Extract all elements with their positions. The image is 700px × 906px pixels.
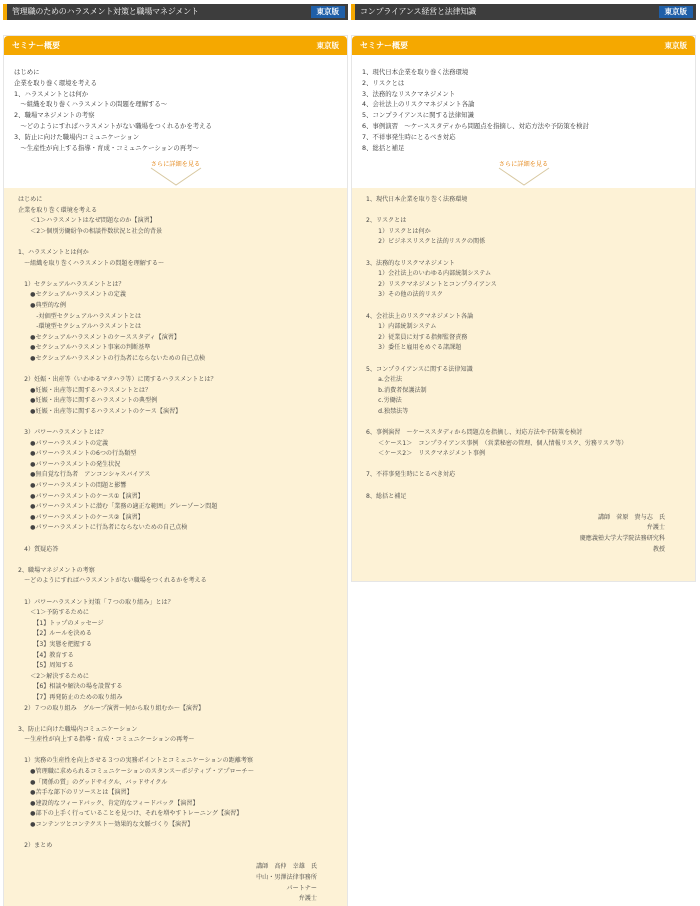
detail-line: ●苦手な部下のリソースとは【演習】	[18, 789, 133, 797]
detail-line: 1、現代日本企業を取り巻く法務環境	[366, 196, 468, 203]
summary-item: ～生産性が向上する指導・育成・コミュニケーションの再考～	[14, 143, 199, 152]
detail-line	[18, 237, 337, 248]
chevron-down-icon[interactable]	[150, 167, 202, 187]
detail-line: ●典型的な例	[18, 301, 66, 309]
detail-line: ●パワーハラスメントの6つの行為類型	[18, 450, 137, 458]
detail-line	[18, 365, 337, 376]
seminar-title-bar[interactable]	[3, 4, 348, 20]
detail-line: 8、総括と補足	[366, 492, 407, 500]
detail-line	[366, 417, 685, 428]
lecturer-info: 弁護士	[646, 524, 665, 532]
seminar-title[interactable]: 管理職のためのハラスメント対策と職場マネジメント	[12, 7, 199, 16]
detail-line	[366, 481, 685, 492]
summary-item: 1、ハラスメントとは何か	[14, 89, 89, 98]
detail-line: b.消費者保護法制	[366, 386, 427, 394]
summary-item: 2、職場マネジメントの考察	[14, 111, 95, 120]
detail-line: 3、法務的なリスクマネジメント	[366, 259, 455, 267]
detail-line	[366, 460, 685, 471]
detail-line: ●セクシュアルハラスメントの行為者にならないための自己点検	[18, 354, 206, 362]
detail-line: 2、リスクとは	[366, 217, 407, 225]
detail-line	[366, 206, 685, 217]
detail-line: ●セクシュアルハラスメント事案の判断基準	[18, 344, 151, 352]
summary-item: ～組織を取り巻くハラスメントの問題を理解する～	[14, 100, 168, 109]
detail-line: 4）質疑応答	[18, 545, 59, 553]
seminar-column-compliance	[351, 4, 696, 553]
detail-line: d.独禁法等	[366, 407, 409, 415]
summary-item: ～どのようにすればハラスメントがない職場をつくれるかを考える	[14, 121, 212, 130]
detail-line: -環境型セクシュアルハラスメントとは	[18, 323, 142, 331]
detail-line: ～生産性が向上する指導・育成・コミュニケーションの再考～	[18, 736, 195, 744]
detail-line: 1）パワーハラスメント対策「７つの取り組み」とは？	[18, 598, 174, 606]
seminar-overview-card	[351, 35, 696, 582]
detail-line: 5、コンプライアンスに関する法律知識	[366, 365, 473, 373]
detail-line	[366, 248, 685, 259]
lecturer-info: 講師 菅原 貴与志 氏	[597, 513, 665, 521]
detail-line: ＜2＞個別労働紛争の相談件数状況と社会的背景	[18, 227, 163, 235]
summary-list	[352, 55, 695, 159]
summary-item: 4、会社法上のリスクマネジメント各論	[362, 100, 475, 109]
detail-line: ●パワーハラスメントの問題と影響	[18, 482, 127, 490]
seminar-column-harassment	[3, 4, 348, 903]
card-header	[352, 36, 695, 55]
detail-line: 1、ハラスメントとは何か	[18, 248, 89, 256]
card-header-region: 東京版	[316, 41, 339, 50]
seminar-title[interactable]: コンプライアンス経営と法律知識	[360, 7, 476, 16]
detail-line: ＜ケース1＞ コンプライアンス事例 （営業秘密の管理、個人情報リスク、労務リスク等）	[366, 439, 628, 447]
lecturer-info: パートナー	[286, 884, 317, 892]
summary-item: はじめに	[14, 68, 40, 76]
seminar-title-bar[interactable]	[351, 4, 696, 20]
detail-line: ●「関係の質」のグッドサイクル、バッドサイクル	[18, 778, 168, 786]
detail-line	[18, 417, 337, 428]
detail-line: 【7】再発防止のための取り組み	[18, 693, 123, 701]
card-header-label: セミナー概要	[12, 41, 60, 50]
detail-line: ●妊娠・出産等に関するハラスメントのケース【演習】	[18, 407, 182, 415]
card-header-label: セミナー概要	[360, 41, 408, 50]
detail-line: ●部下の上手く行っていることを見つけ、それを増やすトレーニング【演習】	[18, 810, 243, 818]
detail-line: ＜ケース2＞ リスクマネジメント事例	[366, 450, 486, 458]
detail-line: 1）会社法上のいわゆる内部統制システム	[366, 270, 492, 278]
detail-line	[18, 555, 337, 566]
detail-line: 【3】実態を把握する	[18, 640, 92, 648]
detail-line: 7、不祥事発生時にとるべき対応	[366, 471, 456, 479]
show-more-link[interactable]: さらに詳細を見る	[498, 161, 549, 168]
detail-line: 3）パワーハラスメントとは？	[18, 429, 107, 437]
detail-line: ●パワーハラスメントのケース①【演習】	[18, 492, 144, 500]
detail-line: 2）妊娠・出産等（いわゆるマタハラ等）に関するハラスメントとは？	[18, 376, 217, 384]
summary-item: 5、コンプライアンスに関する法律知識	[362, 111, 474, 120]
lecturer-info: 講師 髙仲 幸雄 氏	[256, 863, 317, 871]
detail-line	[18, 714, 337, 725]
detail-line: 3）その他の法的リスク	[366, 291, 443, 299]
detail-line: 1）内部統制システム	[366, 323, 437, 331]
detail-line: ●コンテンツとコンテクスト～効果的な文脈づくり【演習】	[18, 821, 194, 829]
detail-line	[18, 746, 337, 757]
detail-line: ～どのようにすればハラスメントがない職場をつくれるかを考える	[18, 577, 207, 585]
detail-line: ●パワーハラスメントの発生状況	[18, 460, 121, 468]
detail-line: a.会社法	[366, 376, 403, 384]
detail-line	[18, 587, 337, 598]
detail-line: ●無自覚な行為者 アンコンシャスバイアス	[18, 471, 151, 479]
lecturer-info: 中山・男澤法律事務所	[256, 874, 317, 881]
detail-line: 【2】ルールを決める	[18, 630, 92, 638]
detail-line: ●妊娠・出産等に関するハラスメントの典型例	[18, 397, 158, 405]
detail-line: ●管理職に求められるコミュニケーションのスタンス～ポジティブ・アプローチ～	[18, 768, 254, 776]
show-more-toggle[interactable]	[4, 159, 347, 188]
detail-line: ＜1＞ハラスメントはなぜ問題なのか【演習】	[18, 217, 156, 225]
detail-line: -対価型セクシュアルハラスメントとは	[18, 312, 142, 320]
detail-line: ＜1＞予防するために	[18, 609, 89, 617]
detail-line: 1）リスクとは何か	[366, 227, 431, 235]
summary-item: 7、不祥事発生時にとるべき対応	[362, 132, 456, 141]
lecturer-info: 弁護士	[298, 895, 317, 903]
show-more-toggle[interactable]	[352, 159, 695, 188]
detail-line: ●セクシュアルハラスメントのケーススタディ【演習】	[18, 333, 180, 341]
detail-line: 4、会社法上のリスクマネジメント各論	[366, 312, 474, 320]
detail-line	[18, 831, 337, 842]
detail-line: 【4】教育する	[18, 651, 74, 659]
detail-line	[366, 301, 685, 312]
detail-line: ●パワーハラスメントに潜む「業務の適正な範囲」グレーゾーン問題	[18, 503, 218, 511]
lecturer-info: 慶應義塾大学大学院法務研究科	[579, 535, 665, 542]
seminar-overview-card	[3, 35, 348, 906]
detail-line: 2）７つの取り組み グループ演習～何から取り組むか～【演習】	[18, 704, 205, 712]
detail-line: 3）委任と雇用をめぐる諸課題	[366, 344, 462, 352]
lecturer-info: 教授	[652, 545, 665, 553]
detail-line: 【5】周知する	[18, 662, 74, 670]
detail-line: ●パワーハラスメントに行為者にならないための自己点検	[18, 524, 188, 532]
detail-line: 2）従業員に対する指揮監督責務	[366, 333, 468, 341]
detail-line: ●建設的なフィードバック、肯定的なフィードバック【演習】	[18, 799, 199, 807]
summary-item: 企業を取り巻く環境を考える	[14, 78, 98, 87]
summary-item: 6、事例演習 ～ケーススタディから問題点を指摘し、対応方法や予防策を検討	[362, 121, 589, 130]
detail-line: 2）リスクマネジメントとコンプライアンス	[366, 280, 497, 288]
detail-line: 1）実務の生産性を向上させる３つの実務ポイントとコミュニケーションの距離考察	[18, 757, 254, 765]
detail-line: 【1】トップのメッセージ	[18, 619, 104, 627]
detail-line: 2）ビジネスリスクと法的リスクの関係	[366, 238, 486, 246]
detail-line: 【6】相談や解決の場を設置する	[18, 683, 123, 691]
summary-item: 3、法務的なリスクマネジメント	[362, 89, 456, 98]
detail-line: 2、職場マネジメントの考察	[18, 566, 95, 574]
detail-line: 企業を取り巻く環境を考える	[18, 206, 98, 214]
detail-line: ＜2＞解決するために	[18, 672, 89, 680]
detail-line: 6、事例演習 ～ケーススタディから問題点を指摘し、対応方法や予防策を検討	[366, 429, 583, 437]
detail-line: ～組織を取り巻くハラスメントの問題を理解する～	[18, 259, 165, 267]
detail-panel	[352, 188, 695, 581]
detail-line: 2）まとめ	[18, 842, 53, 850]
summary-item: 8、総括と補足	[362, 143, 405, 152]
card-header	[4, 36, 347, 55]
summary-item: 1、現代日本企業を取り巻く法務環境	[362, 68, 469, 76]
detail-line: 3、防止に向けた職場内コミュニケーション	[18, 725, 138, 733]
detail-line: はじめに	[18, 196, 43, 203]
card-header-region: 東京版	[664, 41, 687, 50]
summary-list	[4, 55, 347, 159]
region-badge: 東京版	[311, 6, 346, 18]
show-more-link[interactable]: さらに詳細を見る	[150, 161, 201, 168]
detail-line	[366, 354, 685, 365]
detail-line: ●セクシュアルハラスメントの定義	[18, 291, 126, 299]
detail-panel	[4, 188, 347, 906]
detail-line: 1）セクシュアルハラスメントとは？	[18, 280, 125, 288]
chevron-down-icon[interactable]	[498, 167, 550, 187]
detail-line: c.労働法	[366, 397, 402, 405]
detail-line	[18, 269, 337, 280]
detail-line	[18, 534, 337, 545]
region-badge: 東京版	[659, 6, 694, 18]
detail-line: ●妊娠・出産等に関するハラスメントとは？	[18, 386, 152, 394]
summary-item: 2、リスクとは	[362, 78, 405, 87]
detail-line: ●パワーハラスメントのケース②【演習】	[18, 513, 144, 521]
detail-line: ●パワーハラスメントの定義	[18, 439, 109, 447]
summary-item: 3、防止に向けた職場内コミュニケーション	[14, 132, 140, 141]
